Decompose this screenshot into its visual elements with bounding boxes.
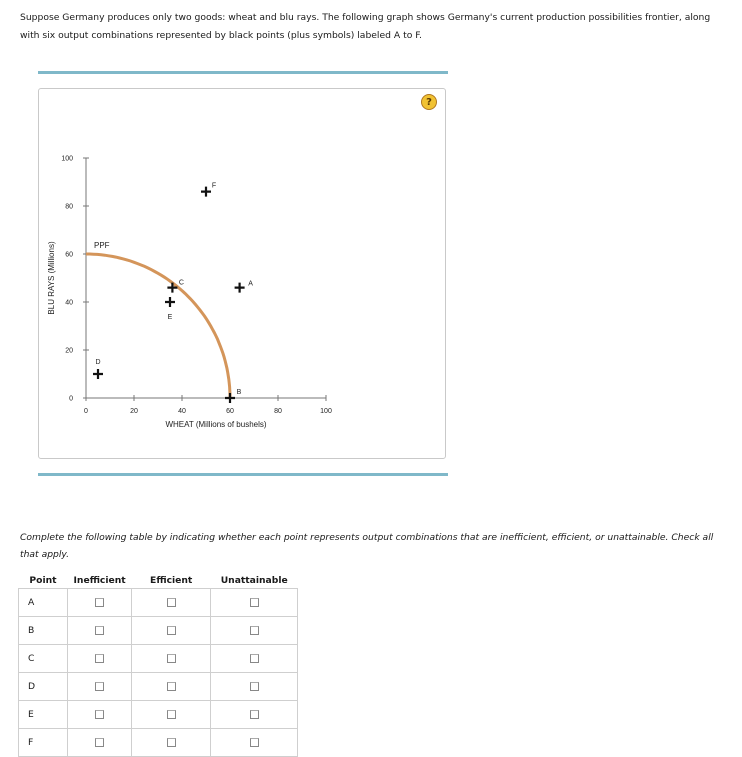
checkbox-D-efficient[interactable] xyxy=(167,682,176,691)
table-row xyxy=(19,729,298,757)
question-intro: Suppose Germany produces only two goods: wheat and blu rays. The following graph shows Germany's current production possibilities frontier, along with six output combinations represented by black points (plus symbols) labeled A to F. xyxy=(20,12,711,41)
checkbox-F-efficient[interactable] xyxy=(167,738,176,747)
table-row xyxy=(19,617,298,645)
ppf-label: PPF xyxy=(94,241,110,250)
row-point-label: E xyxy=(19,701,68,729)
point-label-E: E xyxy=(167,314,173,321)
row-point-label: D xyxy=(19,673,68,701)
ppf-chart xyxy=(38,88,448,460)
row-point-label: A xyxy=(19,589,68,617)
y-tick-label: 40 xyxy=(65,299,73,307)
point-label-F: F xyxy=(211,182,217,190)
y-tick-label: 20 xyxy=(65,347,73,355)
table-row xyxy=(19,701,298,729)
answer-table xyxy=(18,572,298,757)
y-tick-label: 0 xyxy=(69,395,73,403)
point-label-A: A xyxy=(248,280,253,288)
bottom-divider xyxy=(38,473,448,476)
y-tick-label: 60 xyxy=(65,251,73,259)
checkbox-E-efficient[interactable] xyxy=(167,710,176,719)
checkbox-C-inefficient[interactable] xyxy=(95,654,104,663)
row-point-label: C xyxy=(19,645,68,673)
x-tick-label: 20 xyxy=(130,408,138,415)
point-marker-B xyxy=(225,393,235,403)
table-row xyxy=(19,645,298,673)
x-tick-label: 60 xyxy=(226,408,234,415)
checkbox-E-unattainable[interactable] xyxy=(250,710,259,719)
checkbox-E-inefficient[interactable] xyxy=(95,710,104,719)
point-marker-A xyxy=(235,283,245,293)
checkbox-B-inefficient[interactable] xyxy=(95,626,104,635)
x-tick-label: 100 xyxy=(320,408,332,415)
y-tick-label: 100 xyxy=(61,155,73,163)
checkbox-C-efficient[interactable] xyxy=(167,654,176,663)
checkbox-D-unattainable[interactable] xyxy=(250,682,259,691)
header-inefficient: Inefficient xyxy=(73,574,126,586)
checkbox-A-efficient[interactable] xyxy=(167,598,176,607)
header-efficient: Efficient xyxy=(150,574,193,586)
header-point: Point xyxy=(29,574,57,586)
table-instructions: Complete the following table by indicating whether each point represents output combinations that are inefficient, efficient, or unattainable. Check all that apply. xyxy=(20,532,714,560)
x-tick-label: 0 xyxy=(84,408,88,415)
row-point-label: F xyxy=(19,729,68,757)
top-divider xyxy=(38,71,448,74)
ppf-curve xyxy=(86,254,230,398)
point-marker-D xyxy=(93,369,103,379)
checkbox-F-inefficient[interactable] xyxy=(95,738,104,747)
answer-table-header xyxy=(19,572,298,589)
x-axis-title: WHEAT (Millions of bushels) xyxy=(165,420,267,429)
checkbox-D-inefficient[interactable] xyxy=(95,682,104,691)
point-marker-F xyxy=(201,187,211,197)
checkbox-A-unattainable[interactable] xyxy=(250,598,259,607)
table-row xyxy=(19,589,298,617)
checkbox-B-efficient[interactable] xyxy=(167,626,176,635)
help-icon[interactable]: ? xyxy=(421,94,437,110)
x-tick-label: 80 xyxy=(274,408,282,415)
row-point-label: B xyxy=(19,617,68,645)
y-axis-title: BLU RAYS (Millions) xyxy=(47,241,56,315)
checkbox-B-unattainable[interactable] xyxy=(250,626,259,635)
y-tick-label: 80 xyxy=(65,203,73,211)
checkbox-F-unattainable[interactable] xyxy=(250,738,259,747)
point-label-D: D xyxy=(95,359,101,366)
point-label-B: B xyxy=(236,389,242,396)
checkbox-C-unattainable[interactable] xyxy=(250,654,259,663)
header-unattainable: Unattainable xyxy=(220,574,288,586)
point-label-C: C xyxy=(178,279,184,287)
point-marker-E xyxy=(165,297,175,307)
table-row xyxy=(19,673,298,701)
checkbox-A-inefficient[interactable] xyxy=(95,598,104,607)
x-tick-label: 40 xyxy=(178,408,186,415)
